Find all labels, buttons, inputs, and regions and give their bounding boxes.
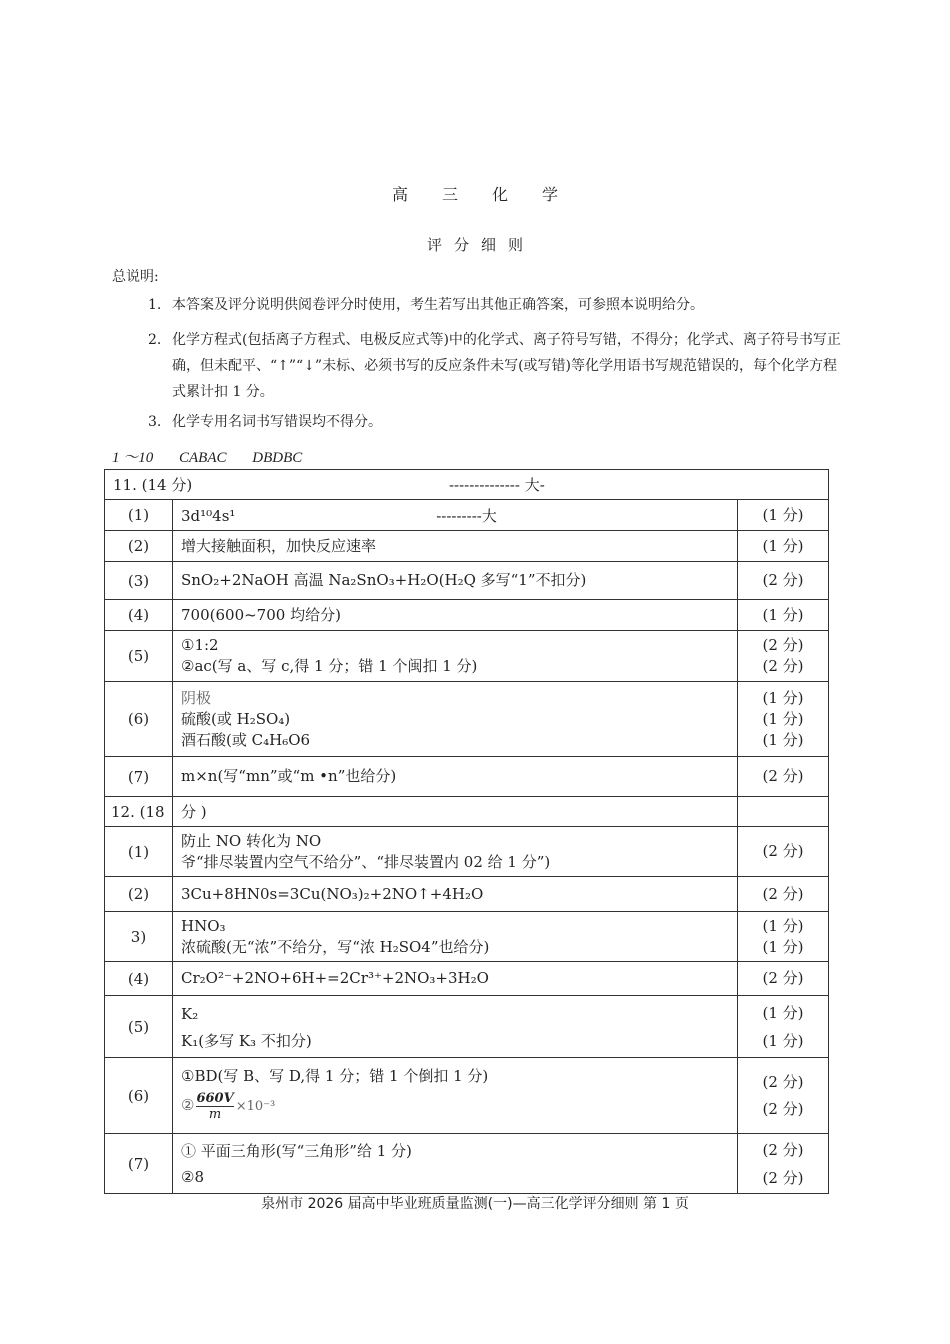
table-row bbox=[105, 531, 829, 562]
score: (2 分) bbox=[762, 636, 804, 654]
score: (1 分) bbox=[762, 1031, 804, 1050]
answer-group-2: DBDBC bbox=[252, 450, 303, 466]
q12-label-b: 分 ) bbox=[173, 797, 738, 827]
score-cell bbox=[738, 1058, 829, 1134]
score-cell bbox=[738, 600, 829, 631]
answer-cell bbox=[173, 1058, 738, 1134]
score: (2 分) bbox=[762, 1099, 804, 1118]
answer-line: ①BD(写 B、写 D,得 1 分；错 1 个倒扣 1 分) bbox=[181, 1067, 489, 1085]
score-cell bbox=[738, 1134, 829, 1194]
score: (1 分) bbox=[762, 916, 804, 935]
multiple-choice-answers bbox=[112, 446, 324, 467]
item-number: (7) bbox=[105, 757, 173, 797]
answer-line: HNO₃ bbox=[181, 916, 226, 935]
answer-cell bbox=[173, 500, 738, 531]
answer-line: K₁(多写 K₃ 不扣分) bbox=[181, 1031, 312, 1050]
table-row bbox=[105, 600, 829, 631]
table-row bbox=[105, 500, 829, 531]
item-number: (6) bbox=[105, 1058, 173, 1134]
score: (1 分) bbox=[762, 536, 804, 555]
score: (2 分) bbox=[762, 767, 804, 785]
q12-label-a: 12. (18 bbox=[105, 797, 173, 827]
score: (1 分) bbox=[762, 605, 804, 624]
score: (2 分) bbox=[762, 969, 804, 987]
note-number: 3. bbox=[148, 414, 162, 430]
item-number: (7) bbox=[105, 1134, 173, 1194]
item-number: (2) bbox=[105, 877, 173, 912]
table-row bbox=[105, 912, 829, 962]
answer-line: ②8 bbox=[181, 1167, 204, 1186]
answer-cell bbox=[173, 631, 738, 682]
answer-line: 爷“排尽装置内空气不给分”、“排尽装置内 02 给 1 分”) bbox=[181, 852, 551, 871]
answer-cell bbox=[173, 827, 738, 877]
answer-line: 酒石酸(或 C₄H₆O6 bbox=[181, 730, 311, 749]
note-text: 化学专用名词书写错误均不得分。 bbox=[172, 414, 382, 430]
score: (2 分) bbox=[762, 571, 804, 589]
score: (2 分) bbox=[762, 657, 804, 675]
answer-cell bbox=[173, 682, 738, 757]
answer-line: ② bbox=[181, 1096, 195, 1114]
note-3 bbox=[148, 409, 848, 435]
item-number: (5) bbox=[105, 631, 173, 682]
score: (1 分) bbox=[762, 688, 804, 707]
table-row bbox=[105, 827, 829, 877]
formula-fraction bbox=[196, 1091, 233, 1122]
table-row bbox=[105, 562, 829, 600]
item-number: (6) bbox=[105, 682, 173, 757]
item-number: (4) bbox=[105, 962, 173, 996]
answer-cell bbox=[173, 531, 738, 562]
note-text: 化学方程式(包括离子方程式、电极反应式等)中的化学式、离子符号写错，不得分；化学式、离子符号书写正确，但未配平、“↑”“↓”未标、必须书写的反应条件未写(或写错)等化学用语书写规范错误的，每个化学方程式累计扣 1 分。 bbox=[172, 332, 841, 400]
score-cell bbox=[738, 531, 829, 562]
answer-line: ②ac(写 a、写 c,得 1 分；错 1 个闽扣 1 分) bbox=[181, 657, 478, 675]
score-cell bbox=[738, 962, 829, 996]
answer-cell bbox=[173, 1134, 738, 1194]
answer-cell bbox=[173, 600, 738, 631]
q11-label: 11. (14 分) bbox=[113, 476, 193, 494]
answer-cell bbox=[173, 757, 738, 797]
answer-line: 硫酸(或 H₂SO₄) bbox=[181, 709, 291, 728]
score: (2 分) bbox=[762, 884, 804, 903]
answer-line: K₂ bbox=[181, 1004, 199, 1023]
note-text: 本答案及评分说明供阅卷评分时使用，考生若写出其他正确答案，可参照本说明给分。 bbox=[172, 297, 704, 313]
answer-cell bbox=[173, 562, 738, 600]
q12-header-row bbox=[105, 797, 829, 827]
table-row bbox=[105, 996, 829, 1058]
general-notes-heading: 总说明: bbox=[112, 269, 159, 285]
formula-denominator: m bbox=[208, 1106, 222, 1122]
answer-line: ① 平面三角形(写“三角形”给 1 分) bbox=[181, 1141, 412, 1160]
answer-cell bbox=[173, 962, 738, 996]
table-row bbox=[105, 682, 829, 757]
note-2 bbox=[148, 327, 848, 405]
score-cell bbox=[738, 827, 829, 877]
score: (2 分) bbox=[762, 842, 804, 860]
answer-cell bbox=[173, 877, 738, 912]
answer-line: 700(600~700 均给分) bbox=[181, 605, 341, 624]
formula-suffix: ×10⁻³ bbox=[235, 1099, 276, 1114]
stray-mark: ---------大 bbox=[436, 506, 497, 525]
note-number: 1. bbox=[148, 297, 162, 313]
answer-range: 1 ～10 bbox=[112, 450, 154, 466]
note-number: 2. bbox=[148, 332, 162, 348]
document-subtitle: 评分细则 bbox=[426, 236, 535, 254]
score: (1 分) bbox=[762, 709, 804, 728]
page-footer: 泉州市 2026 届高中毕业班质量监测(一)—高三化学评分细则 第 1 页 bbox=[261, 1196, 689, 1212]
score: (2 分) bbox=[762, 1168, 804, 1187]
table-row bbox=[105, 757, 829, 797]
answer-line: 阴极 bbox=[181, 688, 212, 707]
answer-line: ①1:2 bbox=[181, 636, 219, 654]
answer-line: 防止 NO 转化为 NO bbox=[181, 831, 322, 850]
item-number: (1) bbox=[105, 827, 173, 877]
item-number: (3) bbox=[105, 562, 173, 600]
answer-cell bbox=[173, 996, 738, 1058]
score: (1 分) bbox=[762, 505, 804, 524]
score: (1 分) bbox=[762, 937, 804, 956]
table-row bbox=[105, 962, 829, 996]
score: (1 分) bbox=[762, 1003, 804, 1022]
item-number: (2) bbox=[105, 531, 173, 562]
score-cell bbox=[738, 682, 829, 757]
q11-stray-mark: -------------- 大- bbox=[448, 476, 545, 494]
score-cell bbox=[738, 500, 829, 531]
q11-header-row bbox=[105, 470, 829, 500]
item-number: (5) bbox=[105, 996, 173, 1058]
answer-line: 3Cu+8HN0s=3Cu(NO₃)₂+2NO↑+4H₂O bbox=[181, 884, 484, 903]
answer-line: SnO₂+2NaOH 高温 Na₂SnO₃+H₂O(H₂Q 多写“1”不扣分) bbox=[181, 571, 587, 589]
table-row bbox=[105, 877, 829, 912]
answer-line: 增大接触面积，加快反应速率 bbox=[181, 536, 377, 555]
answer-line: 3d¹⁰4s¹ bbox=[181, 506, 236, 525]
score-cell bbox=[738, 631, 829, 682]
score: (2 分) bbox=[762, 1140, 804, 1159]
table-row bbox=[105, 1058, 829, 1134]
table-row bbox=[105, 1134, 829, 1194]
document-title: 高三化学 bbox=[391, 185, 592, 204]
item-number: (4) bbox=[105, 600, 173, 631]
scoring-table bbox=[104, 469, 829, 1194]
answer-line: Cr₂O²⁻+2NO+6H+=2Cr³⁺+2NO₃+3H₂O bbox=[181, 969, 489, 987]
answer-cell bbox=[173, 912, 738, 962]
item-number: (1) bbox=[105, 500, 173, 531]
score: (1 分) bbox=[762, 730, 804, 749]
answer-group-1: CABAC bbox=[179, 450, 227, 466]
score: (2 分) bbox=[762, 1072, 804, 1091]
formula-numerator: 660V bbox=[196, 1090, 234, 1106]
score-cell bbox=[738, 877, 829, 912]
answer-line: 浓硫酸(无“浓”不给分，写“浓 H₂SO4”也给分) bbox=[181, 937, 490, 956]
note-1 bbox=[148, 292, 848, 318]
table-row bbox=[105, 631, 829, 682]
score-cell bbox=[738, 912, 829, 962]
score-cell bbox=[738, 562, 829, 600]
score-cell bbox=[738, 757, 829, 797]
score-cell bbox=[738, 996, 829, 1058]
answer-line: m×n(写“mn”或“m •n”也给分) bbox=[181, 767, 397, 785]
item-number: 3) bbox=[105, 912, 173, 962]
